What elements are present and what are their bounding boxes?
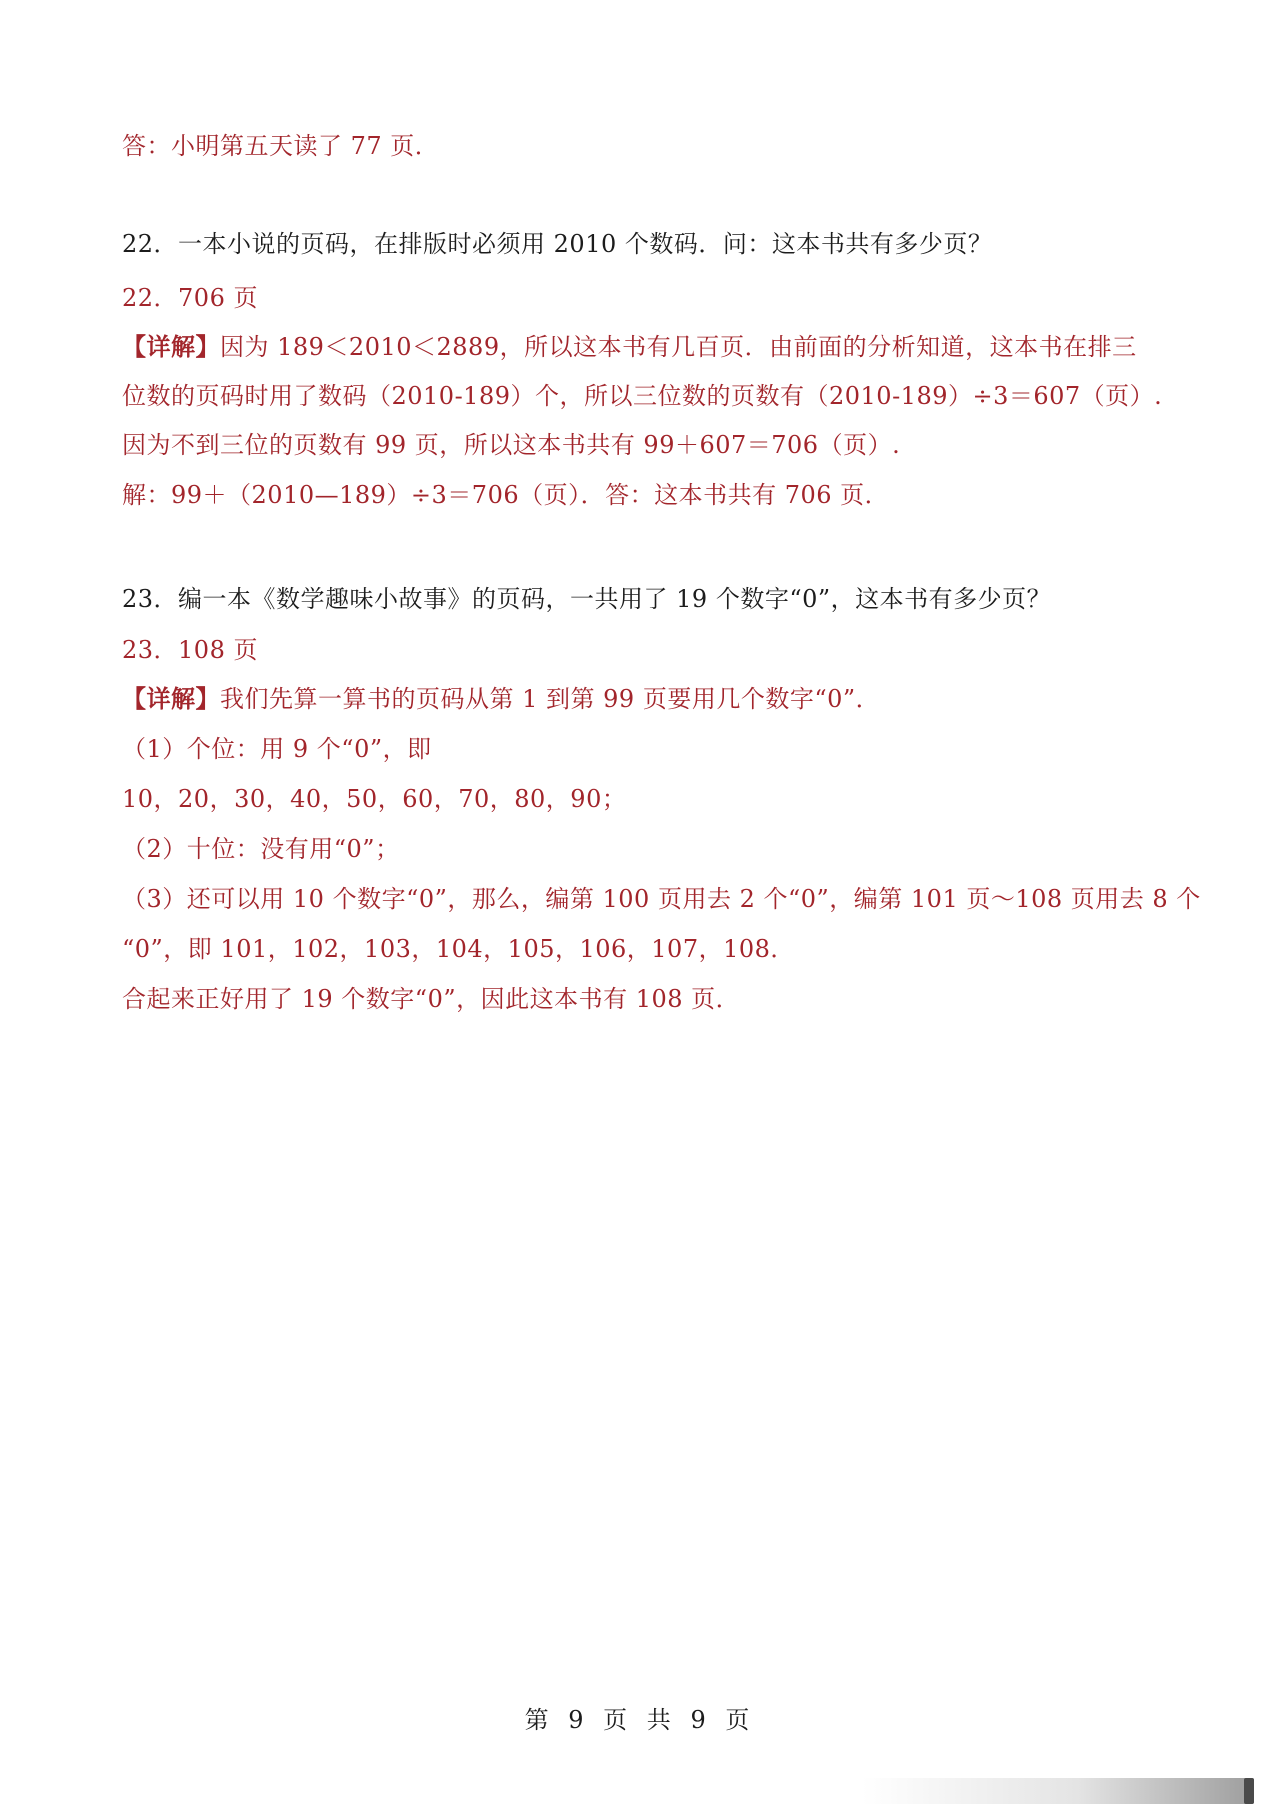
- detail-23-line-3: 10，20，30，40，50，60，70，80，90；: [122, 785, 627, 813]
- answer-23: 23．108 页: [122, 636, 258, 664]
- detail-22-text-1: 因为 189＜2010＜2889，所以这本书有几百页．由前面的分析知道，这本书在排三: [220, 333, 1137, 361]
- question-23: 23．编一本《数学趣味小故事》的页码，一共用了 19 个数字“0”，这本书有多少页？: [122, 585, 1052, 613]
- answer-line-q21: 答：小明第五天读了 77 页．: [122, 132, 440, 160]
- question-22: 22．一本小说的页码，在排版时必须用 2010 个数码．问：这本书共有多少页？: [122, 230, 993, 258]
- detail-22-line-2: 位数的页码时用了数码（2010-189）个，所以三位数的页数有（2010-189）÷3＝607（页）.: [122, 382, 1163, 410]
- detail-23-text-1: 我们先算一算书的页码从第 1 到第 99 页要用几个数字“0”．: [220, 685, 881, 713]
- detail-23-line-2: （1）个位：用 9 个“0”，即: [122, 735, 432, 763]
- answer-22: 22．706 页: [122, 284, 258, 312]
- detail-23-line-1: [122, 683, 880, 715]
- detail-22-line-3: 因为不到三位的页数有 99 页，所以这本书共有 99＋607＝706（页）.: [122, 431, 901, 459]
- detail-23-line-5: （3）还可以用 10 个数字“0”，那么，编第 100 页用去 2 个“0”，编第 101 页～108 页用去 8 个: [122, 885, 1201, 913]
- detail-23-line-4: （2）十位：没有用“0”；: [122, 835, 400, 863]
- detail-22-line-4: 解：99＋（2010—189）÷3＝706（页）．答：这本书共有 706 页．: [122, 481, 890, 509]
- detail-tag: 【详解】: [122, 332, 220, 361]
- scan-edge-shadow: [862, 1778, 1254, 1804]
- detail-23-line-7: 合起来正好用了 19 个数字“0”，因此这本书有 108 页．: [122, 985, 741, 1013]
- page-footer: 第 9 页 共 9 页: [524, 1706, 756, 1734]
- detail-22-line-1: [122, 331, 1137, 363]
- detail-23-line-6: “0”，即 101，102，103，104，105，106，107，108．: [122, 935, 795, 963]
- detail-tag: 【详解】: [122, 684, 220, 713]
